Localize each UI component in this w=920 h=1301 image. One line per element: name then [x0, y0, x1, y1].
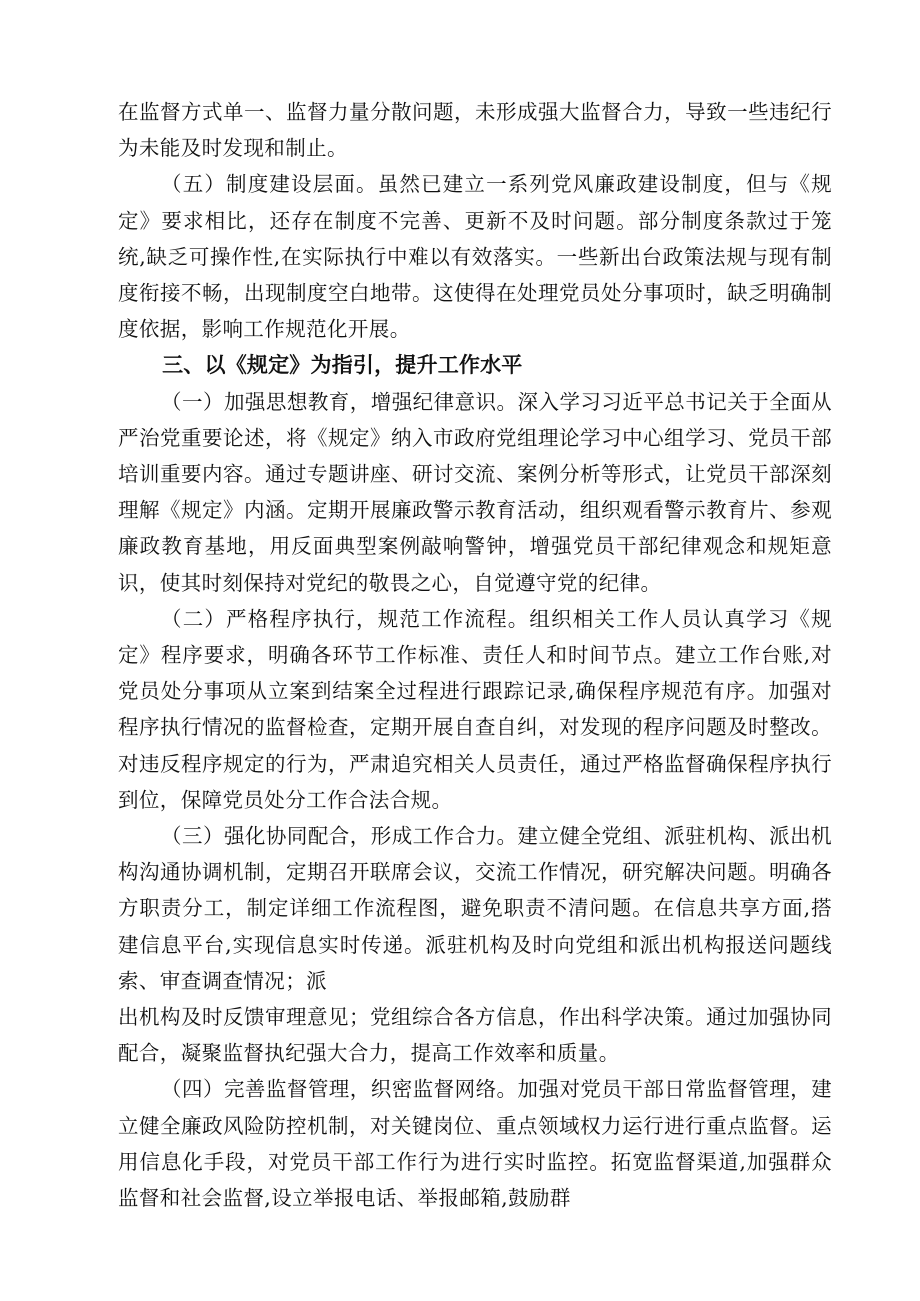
- paragraph-continued: 在监督方式单一、监督力量分散问题，未形成强大监督合力，导致一些违纪行为未能及时发现和制止。: [118, 100, 832, 161]
- paragraph-supervision-management: （四）完善监督管理，织密监督网络。加强对党员干部日常监督管理，建立健全廉政风险防控机制，对关键岗位、重点领域权力运行进行重点监督。运用信息化手段，对党员干部工作行为进行实时监控。拓宽监督渠道,加强群众监督和社会监督,设立举报电话、举报邮箱,鼓励群: [118, 1077, 832, 1211]
- paragraph-procedure-execution: （二）严格程序执行，规范工作流程。组织相关工作人员认真学习《规定》程序要求，明确各环节工作标准、责任人和时间节点。建立工作台账,对党员处分事项从立案到结案全过程进行跟踪记录,确保程序规范有序。加强对程序执行情况的监督检查，定期开展自查自纠，对发现的程序问题及时整改。对违反程序规定的行为，严肃追究相关人员责任，通过严格监督确保程序执行到位，保障党员处分工作合法合规。: [118, 606, 832, 812]
- paragraph-institution-building: （五）制度建设层面。虽然已建立一系列党风廉政建设制度，但与《规定》要求相比，还存在制度不完善、更新不及时问题。部分制度条款过于笼统,缺乏可操作性,在实际执行中难以有效落实。一些新出台政策法规与现有制度衔接不畅，出现制度空白地带。这使得在处理党员处分事项时，缺乏明确制度依据，影响工作规范化开展。: [118, 172, 832, 342]
- section-heading-three: 三、以《规定》为指引，提升工作水平: [162, 353, 523, 378]
- paragraph-coordination-continued: [118, 999, 832, 1071]
- paragraph-ideological-education: （一）加强思想教育，增强纪律意识。深入学习习近平总书记关于全面从严治党重要论述，将《规定》纳入市政府党组理论学习中心组学习、党员干部培训重要内容。通过专题讲座、研讨交流、案例分析等形式，让党员干部深刻理解《规定》内涵。定期开展廉政警示教育活动，组织观看警示教育片、参观廉政教育基地，用反面典型案例敲响警钟，增强党员干部纪律观念和规矩意识，使其时刻保持对党纪的敬畏之心，自觉遵守党的纪律。: [118, 389, 832, 595]
- paragraph-coordination: [118, 818, 832, 999]
- document-body: [118, 94, 832, 1216]
- paragraph-coordination-part-2: 出机构及时反馈审理意见；党组综合各方信息，作出科学决策。通过加强协同配合，凝聚监督执纪强大合力，提高工作效率和质量。: [118, 1005, 832, 1066]
- paragraph-coordination-part-1: （三）强化协同配合，形成工作合力。建立健全党组、派驻机构、派出机构沟通协调机制，定期召开联席会议，交流工作情况，研究解决问题。明确各方职责分工，制定详细工作流程图，避免职责不清问题。在信息共享方面,搭建信息平台,实现信息实时传递。派驻机构及时向党组和派出机构报送问题线索、审查调查情况；派: [118, 824, 832, 993]
